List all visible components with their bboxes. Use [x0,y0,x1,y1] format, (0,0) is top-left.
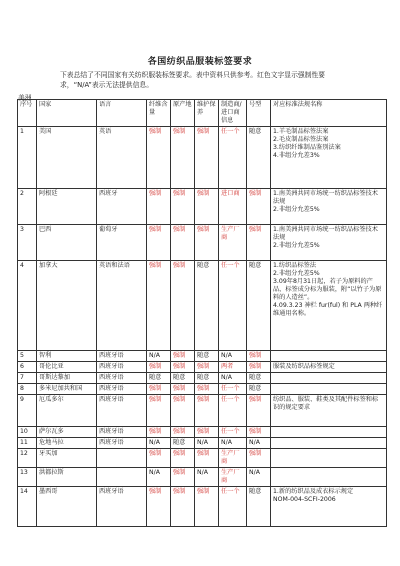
column-header: 对应标准法规名称 [271,100,387,127]
cell-fiber: 强制 [147,395,171,427]
cell-lang [97,468,147,487]
cell-size: 随意 [247,261,271,351]
cell-care: 强制 [195,449,219,468]
table-row [18,449,387,468]
cell-size: 强制 [247,189,271,225]
cell-lang: 西班牙语 [97,362,147,373]
cell-standards [271,351,387,362]
cell-origin: 强制 [171,427,195,438]
cell-size: 随意 [247,384,271,395]
table-header-row [18,100,387,127]
cell-fiber: 强制 [147,225,171,261]
cell-standards [271,373,387,384]
standard-item: 2.非组分允差5% [273,242,320,249]
cell-lang: 西班牙 [97,189,147,225]
table-row [18,438,387,449]
intro-paragraph: 下表总结了不同国家有关纺织服装标签要求。表中资料只供参考。红色文字显示强制性要求，“N/A”表示无法提供信息。 [60,71,326,89]
cell-no: 1 [18,127,37,189]
page-title: 各国纺织品服装标签要求 [147,57,253,67]
standard-item: 1.新的纺织品及成衣标示规定 [273,488,354,495]
column-header: 国家 [37,100,97,127]
column-header: 维护保养 [195,100,219,127]
cell-no: 8 [18,384,37,395]
table-row [18,225,387,261]
cell-fiber: N/A [147,351,171,362]
cell-origin: 强制 [171,468,195,487]
cell-fiber: 强制 [147,362,171,373]
standard-item: 服装及纺织品标签规定 [273,363,335,370]
cell-lang: 西班牙语 [97,351,147,362]
cell-maker: 任一个 [219,395,247,427]
standard-item: 1.南美洲共同市场统一纺织品标签技术法规 [273,226,378,241]
cell-country: 哥斯达黎加 [37,373,97,384]
cell-no: 12 [18,449,37,468]
standard-item: 2.非组分允差5% [273,206,320,213]
cell-size: N/A [247,438,271,449]
cell-standards [271,127,387,189]
cell-fiber: 随意 [147,373,171,384]
cell-country: 阿根廷 [37,189,97,225]
cell-care: 强制 [195,189,219,225]
cell-standards [271,395,387,427]
cell-origin: 强制 [171,384,195,395]
cell-origin: 强制 [171,261,195,351]
cell-care: 强制 [195,127,219,189]
cell-maker: N/A [219,373,247,384]
cell-standards [271,487,387,527]
cell-country: 危地马拉 [37,438,97,449]
standard-item: 3.纺织纤维制品鉴别法案 [273,144,341,151]
cell-country: 哥伦比亚 [37,362,97,373]
cell-size: 强制 [247,225,271,261]
cell-no: 3 [18,225,37,261]
cell-origin: 强制 [171,351,195,362]
cell-lang: 西班牙语 [97,438,147,449]
table-row [18,487,387,527]
cell-maker: 任一个 [219,427,247,438]
cell-lang: 西班牙语 [97,373,147,384]
column-header: 序号 [18,100,37,127]
cell-origin: 强制 [171,127,195,189]
cell-fiber: 强制 [147,384,171,395]
table-row [18,427,387,438]
column-header: 纤维含量 [147,100,171,127]
standard-item: 2.非组分允差5% [273,270,320,277]
cell-no: 13 [18,468,37,487]
cell-care: N/A [195,438,219,449]
cell-standards [271,362,387,373]
cell-care: 随意 [195,373,219,384]
cell-fiber: 强制 [147,189,171,225]
standard-item: 1.羊毛制品标签法案 [273,128,329,135]
cell-no: 9 [18,395,37,427]
cell-country: 巴西 [37,225,97,261]
cell-fiber: N/A [147,468,171,487]
cell-lang: 西班牙语 [97,395,147,427]
standard-item: 1.南美洲共同市场统一纺织品标签技术法规 [273,190,378,205]
cell-size: 强制 [247,351,271,362]
cell-size: 强制 [247,395,271,427]
column-header: 原产地 [171,100,195,127]
cell-maker: 任一个 [219,487,247,527]
cell-standards [271,438,387,449]
table-row [18,395,387,427]
cell-country: 美国 [37,127,97,189]
cell-country: 墨西哥 [37,487,97,527]
cell-size: 强制 [247,449,271,468]
cell-lang: 西班牙语 [97,487,147,527]
cell-no: 14 [18,487,37,527]
cell-no: 5 [18,351,37,362]
cell-care: 强制 [195,225,219,261]
cell-care: 随意 [195,261,219,351]
cell-care: 强制 [195,362,219,373]
standard-item: 3.09年8月31日起，若子为原料的产品，标签成分标为服装，附“以竹子为原料的人造丝”。 [273,278,382,301]
cell-no: 7 [18,373,37,384]
cell-size: 随意 [247,373,271,384]
standard-item: NOM-004-SCFI-2006 [273,496,336,503]
cell-size: 随意 [247,127,271,189]
table-row [18,189,387,225]
cell-standards [271,449,387,468]
standard-item: 2.毛皮制品标签法案 [273,136,329,143]
cell-origin: 随意 [171,373,195,384]
cell-lang: 葡萄牙 [97,225,147,261]
cell-country: 智利 [37,351,97,362]
cell-standards [271,189,387,225]
cell-fiber: 强制 [147,127,171,189]
table-row [18,384,387,395]
cell-fiber: 强制 [147,487,171,527]
table-row [18,127,387,189]
section-label: 美洲 [18,94,32,102]
standard-item: 4.09.3.23 神栏 fur(ful) 和 PLA 两种纤维通用名称。 [273,302,383,317]
cell-care: 随意 [195,351,219,362]
standard-item: 4.非组分允差3% [273,152,320,159]
cell-origin: 强制 [171,225,195,261]
cell-lang: 西班牙语 [97,427,147,438]
label-requirements-table [17,99,387,527]
standard-item: 1.纺织品标签法 [273,262,317,269]
cell-standards [271,468,387,487]
table-row [18,351,387,362]
cell-country: 多米尼加共和国 [37,384,97,395]
cell-maker: 进口商 [219,189,247,225]
cell-fiber: N/A [147,438,171,449]
cell-fiber: 强制 [147,427,171,438]
cell-maker: 生产厂商 [219,468,247,487]
cell-lang: 英语 [97,127,147,189]
cell-size: 强制 [247,427,271,438]
cell-standards [271,427,387,438]
cell-size: N/A [247,468,271,487]
cell-maker: 任一个 [219,261,247,351]
column-header: 语言 [97,100,147,127]
cell-maker: 任一个 [219,127,247,189]
cell-no: 10 [18,427,37,438]
cell-care: 强制 [195,487,219,527]
column-header: 制造商/进口商信息 [219,100,247,127]
cell-country: 厄瓜多尔 [37,395,97,427]
cell-care: 强制 [195,395,219,427]
cell-origin: 强制 [171,449,195,468]
cell-size: 强制 [247,362,271,373]
cell-maker: 生产厂商 [219,449,247,468]
cell-fiber: 强制 [147,261,171,351]
cell-fiber: 强制 [147,449,171,468]
cell-standards [271,261,387,351]
cell-standards [271,384,387,395]
table-row [18,261,387,351]
table-row [18,468,387,487]
cell-maker: 生产厂商 [219,225,247,261]
cell-care: 强制 [195,384,219,395]
cell-country: 洪都拉斯 [37,468,97,487]
cell-country: 牙买加 [37,449,97,468]
cell-origin: 强制 [171,487,195,527]
standard-item: 纺织品、服装、鞋类及其配件标签和标识的规定要求 [273,396,379,411]
cell-no: 4 [18,261,37,351]
cell-no: 6 [18,362,37,373]
cell-care: N/A [195,468,219,487]
cell-maker: 任一个 [219,384,247,395]
cell-country: 加拿大 [37,261,97,351]
cell-maker: N/A [219,351,247,362]
cell-origin: 强制 [171,189,195,225]
cell-maker: N/A [219,438,247,449]
cell-maker: 两者 [219,362,247,373]
cell-care: 强制 [195,427,219,438]
column-header: 号型 [247,100,271,127]
cell-lang: 西班牙语 [97,384,147,395]
cell-standards [271,225,387,261]
cell-no: 11 [18,438,37,449]
table-row [18,362,387,373]
cell-origin: 随意 [171,438,195,449]
table-row [18,373,387,384]
cell-no: 2 [18,189,37,225]
cell-origin: 强制 [171,362,195,373]
cell-size: 随意 [247,487,271,527]
cell-origin: 强制 [171,395,195,427]
cell-country: 萨尔瓦多 [37,427,97,438]
cell-lang [97,449,147,468]
cell-lang: 英语和法语 [97,261,147,351]
